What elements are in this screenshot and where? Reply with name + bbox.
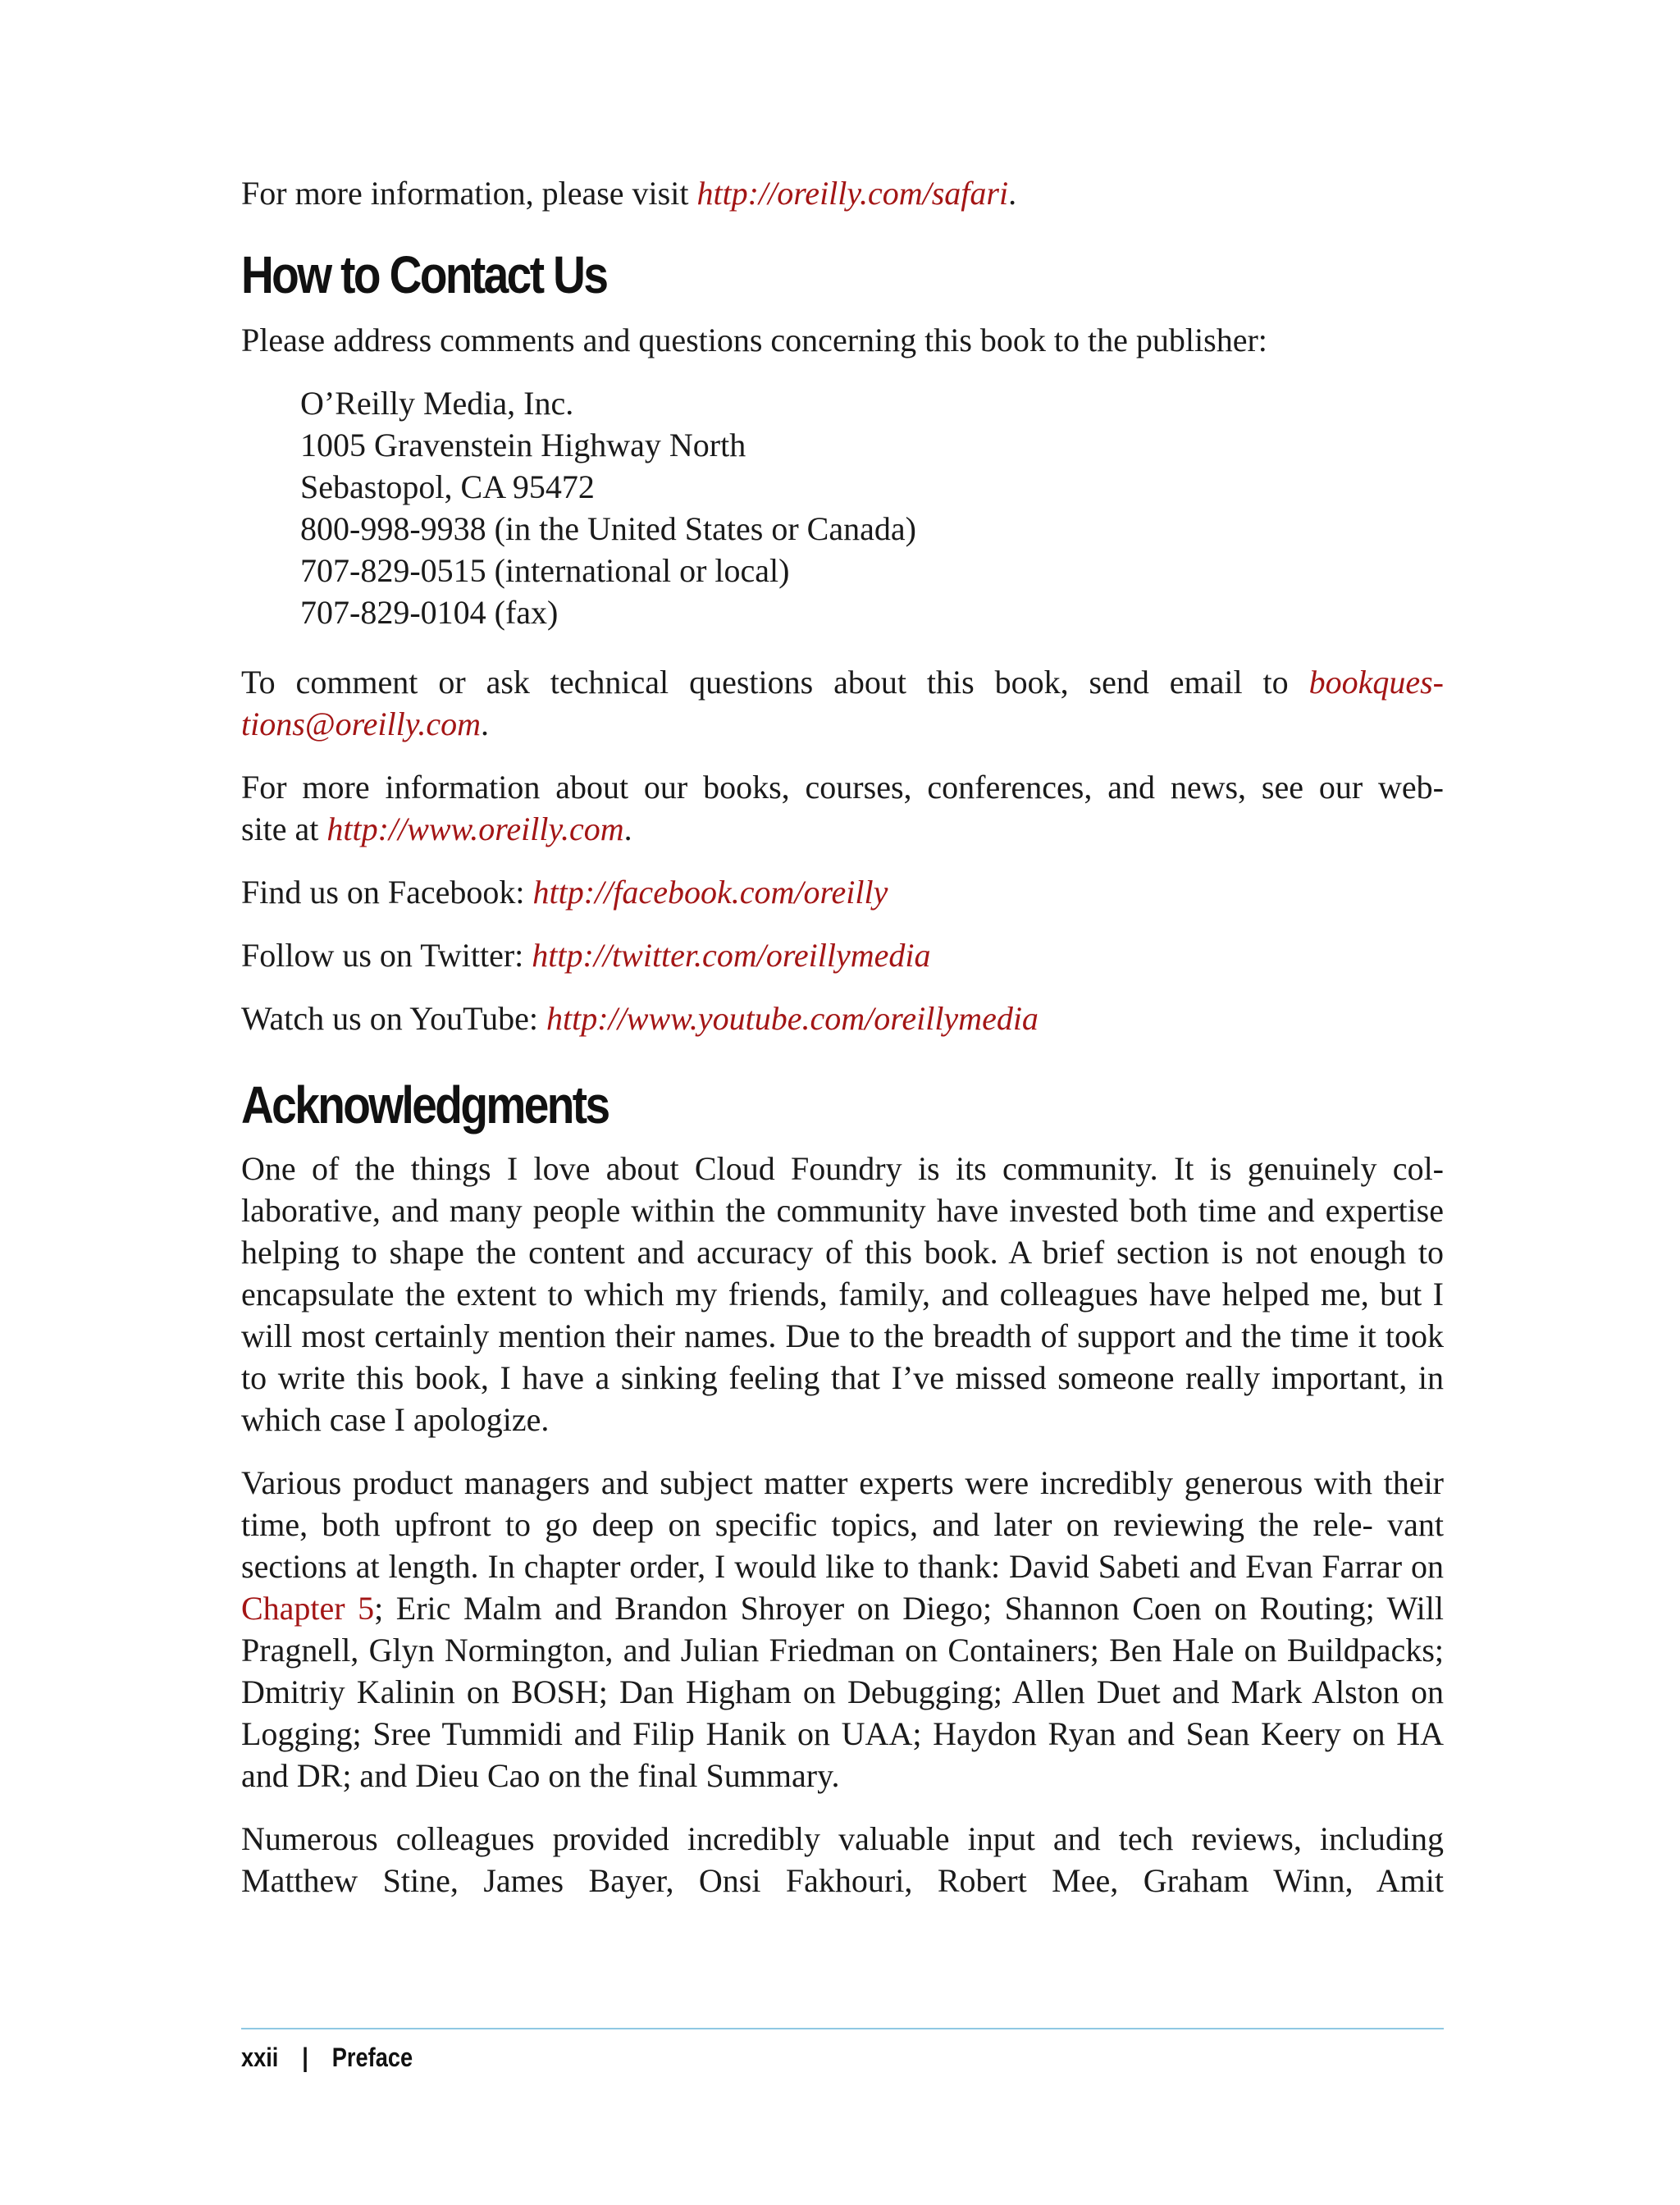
address-line: O’Reilly Media, Inc. [300, 385, 574, 422]
address-line: 800-998-9938 (in the United States or Canada) [300, 510, 916, 547]
address-line: Sebastopol, CA 95472 [300, 468, 595, 505]
website-paragraph: For more information about our books, courses, conferences, and news, see our web- site at http://www.oreilly.com. [241, 769, 1444, 847]
acknowledgments-heading: Acknowledgments [241, 1075, 609, 1134]
intro-paragraph: For more information, please visit http://oreilly.com/safari. [241, 175, 1017, 212]
facebook-link[interactable]: http://facebook.com/oreilly [532, 874, 888, 911]
ack-paragraph-2: Various product managers and subject matter experts were incredibly generous with their time, both upfront to go deep on specific topics, and later on reviewing the rele- vant sections at length. In chapter order, I would like to thank: David Sabeti and Evan Farrar on Chapter 5; Eric Malm and Brandon Shroyer on Diego; Shannon Coen on Routing; Will Pragnell, Glyn Normington, and Julian Friedman on Containers; Ben Hale on Buildpacks; Dmitriy Kalinin on BOSH; Dan Higham on Debugging; Allen Duet and Mark Alston on Logging; Sree Tummidi and Filip Hanik on UAA; Haydon Ryan and Sean Keery on HA and DR; and Dieu Cao on the final Summary. [241, 1464, 1444, 1794]
contact-heading: How to Contact Us [241, 245, 607, 304]
chapter-5-link[interactable]: Chapter 5 [241, 1590, 375, 1627]
email-link-part1[interactable]: bookques- [1308, 664, 1444, 701]
email-paragraph: To comment or ask technical questions about this book, send email to bookques- tions@oreilly.com. [241, 664, 1444, 742]
youtube-line: Watch us on YouTube: http://www.youtube.com/oreillymedia [241, 1000, 1039, 1037]
page-footer [241, 2041, 413, 2074]
youtube-link[interactable]: http://www.youtube.com/oreillymedia [546, 1000, 1039, 1037]
facebook-line: Find us on Facebook: http://facebook.com/oreilly [241, 874, 888, 911]
footer-section: Preface [331, 2043, 413, 2072]
publisher-address [300, 382, 1444, 633]
address-line: 1005 Gravenstein Highway North [300, 427, 746, 463]
email-link-part2[interactable]: tions@oreilly.com [241, 705, 481, 742]
address-line: 707-829-0104 (fax) [300, 594, 559, 631]
page-content [241, 172, 1444, 1901]
twitter-link[interactable]: http://twitter.com/oreillymedia [532, 937, 931, 974]
website-link[interactable]: http://www.oreilly.com [326, 810, 624, 847]
address-line: 707-829-0515 (international or local) [300, 552, 790, 589]
ack-paragraph-1: One of the things I love about Cloud Foundry is its community. It is genuinely col- laborative, and many people within the community have invested both time and expertise helping to shape the content and accuracy of this book. A brief section is not enough to encapsulate the extent to which my friends, family, and colleagues have helped me, but I will most certainly mention their names. Due to the breadth of support and the time it took to write this book, I have a sinking feeling that I’ve missed someone really important, in which case I apologize. [241, 1150, 1444, 1438]
ack-paragraph-3: Numerous colleagues provided incredibly valuable input and tech reviews, including Matthew Stine, James Bayer, Onsi Fakhouri, Robert Mee, Graham Winn, Amit [241, 1820, 1444, 1899]
twitter-line: Follow us on Twitter: http://twitter.com/oreillymedia [241, 937, 931, 974]
footer-separator: | [302, 2043, 308, 2072]
footer-rule [241, 2028, 1444, 2029]
page-number: xxii [241, 2043, 279, 2072]
safari-link[interactable]: http://oreilly.com/safari [696, 175, 1009, 212]
contact-lead: Please address comments and questions concerning this book to the publisher: [241, 322, 1267, 358]
